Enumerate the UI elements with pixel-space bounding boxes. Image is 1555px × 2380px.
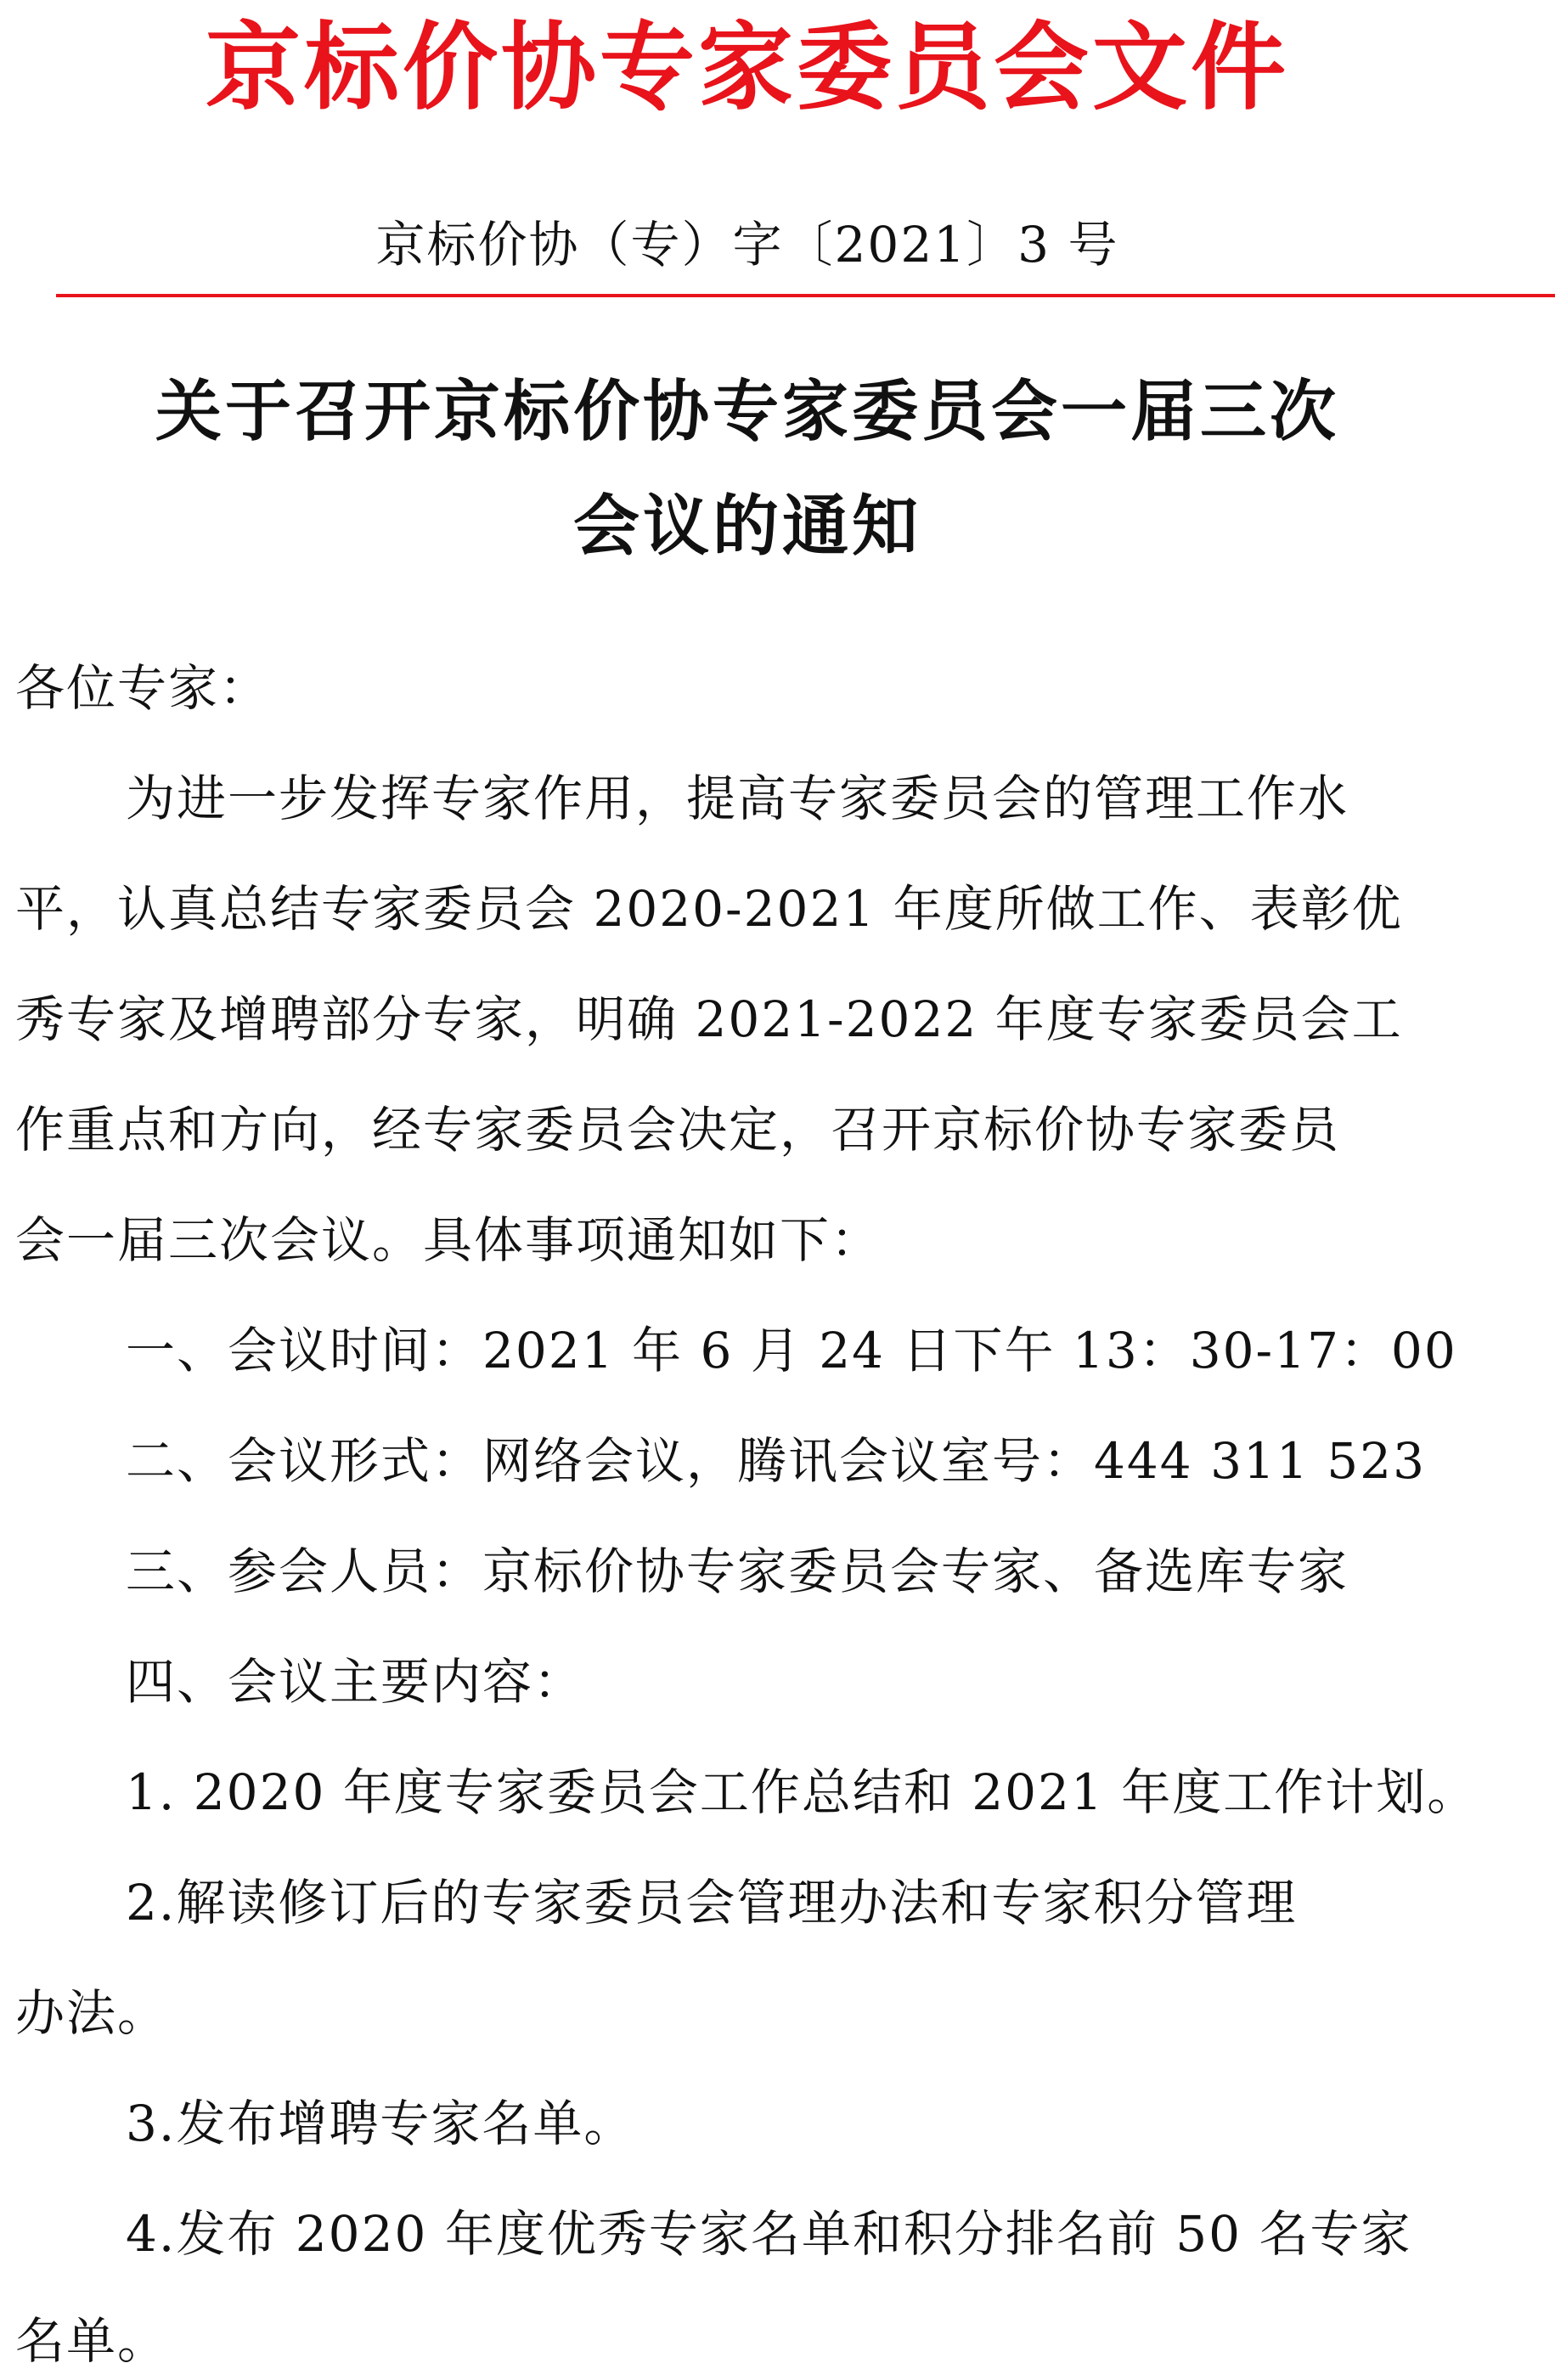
- content-item-4-line-1: 4.发布 2020 年度优秀专家名单和积分排名前 50 名专家: [126, 2205, 1412, 2263]
- salutation: 各位专家：: [15, 659, 271, 717]
- item-meeting-time: 一、会议时间：2021 年 6 月 24 日下午 13：30-17：00: [126, 1322, 1457, 1379]
- content-item-2-line-1: 2.解读修订后的专家委员会管理办法和专家积分管理: [126, 1874, 1298, 1932]
- item-attendees: 三、参会人员：京标价协专家委员会专家、备选库专家: [126, 1542, 1349, 1600]
- intro-line-4: 作重点和方向，经专家委员会决定，召开京标价协专家委员: [15, 1101, 1341, 1159]
- document-number: 京标价协（专）字〔2021〕3 号: [375, 216, 1119, 274]
- intro-line-2: 平，认真总结专家委员会 2020-2021 年度所做工作、表彰优: [15, 880, 1403, 938]
- content-item-4-line-2: 名单。: [15, 2312, 169, 2370]
- content-item-1: 1. 2020 年度专家委员会工作总结和 2021 年度工作计划。: [126, 1763, 1479, 1821]
- intro-line-3: 秀专家及增聘部分专家，明确 2021-2022 年度专家委员会工: [15, 990, 1403, 1048]
- intro-line-1: 为进一步发挥专家作用，提高专家委员会的管理工作水: [126, 770, 1349, 827]
- notice-title-line-2: 会议的通知: [572, 488, 921, 565]
- masthead-title: 京标价协专家委员会文件: [206, 12, 1289, 123]
- intro-line-5: 会一届三次会议。具体事项通知如下：: [15, 1211, 882, 1269]
- content-item-3: 3.发布增聘专家名单。: [126, 2095, 635, 2152]
- item-main-content: 四、会议主要内容：: [126, 1653, 585, 1711]
- header-divider: [56, 294, 1555, 297]
- content-item-2-line-2: 办法。: [15, 1984, 169, 2042]
- notice-title-line-1: 关于召开京标价协专家委员会一届三次: [155, 374, 1339, 450]
- item-meeting-format: 二、会议形式：网络会议，腾讯会议室号：444 311 523: [126, 1432, 1426, 1490]
